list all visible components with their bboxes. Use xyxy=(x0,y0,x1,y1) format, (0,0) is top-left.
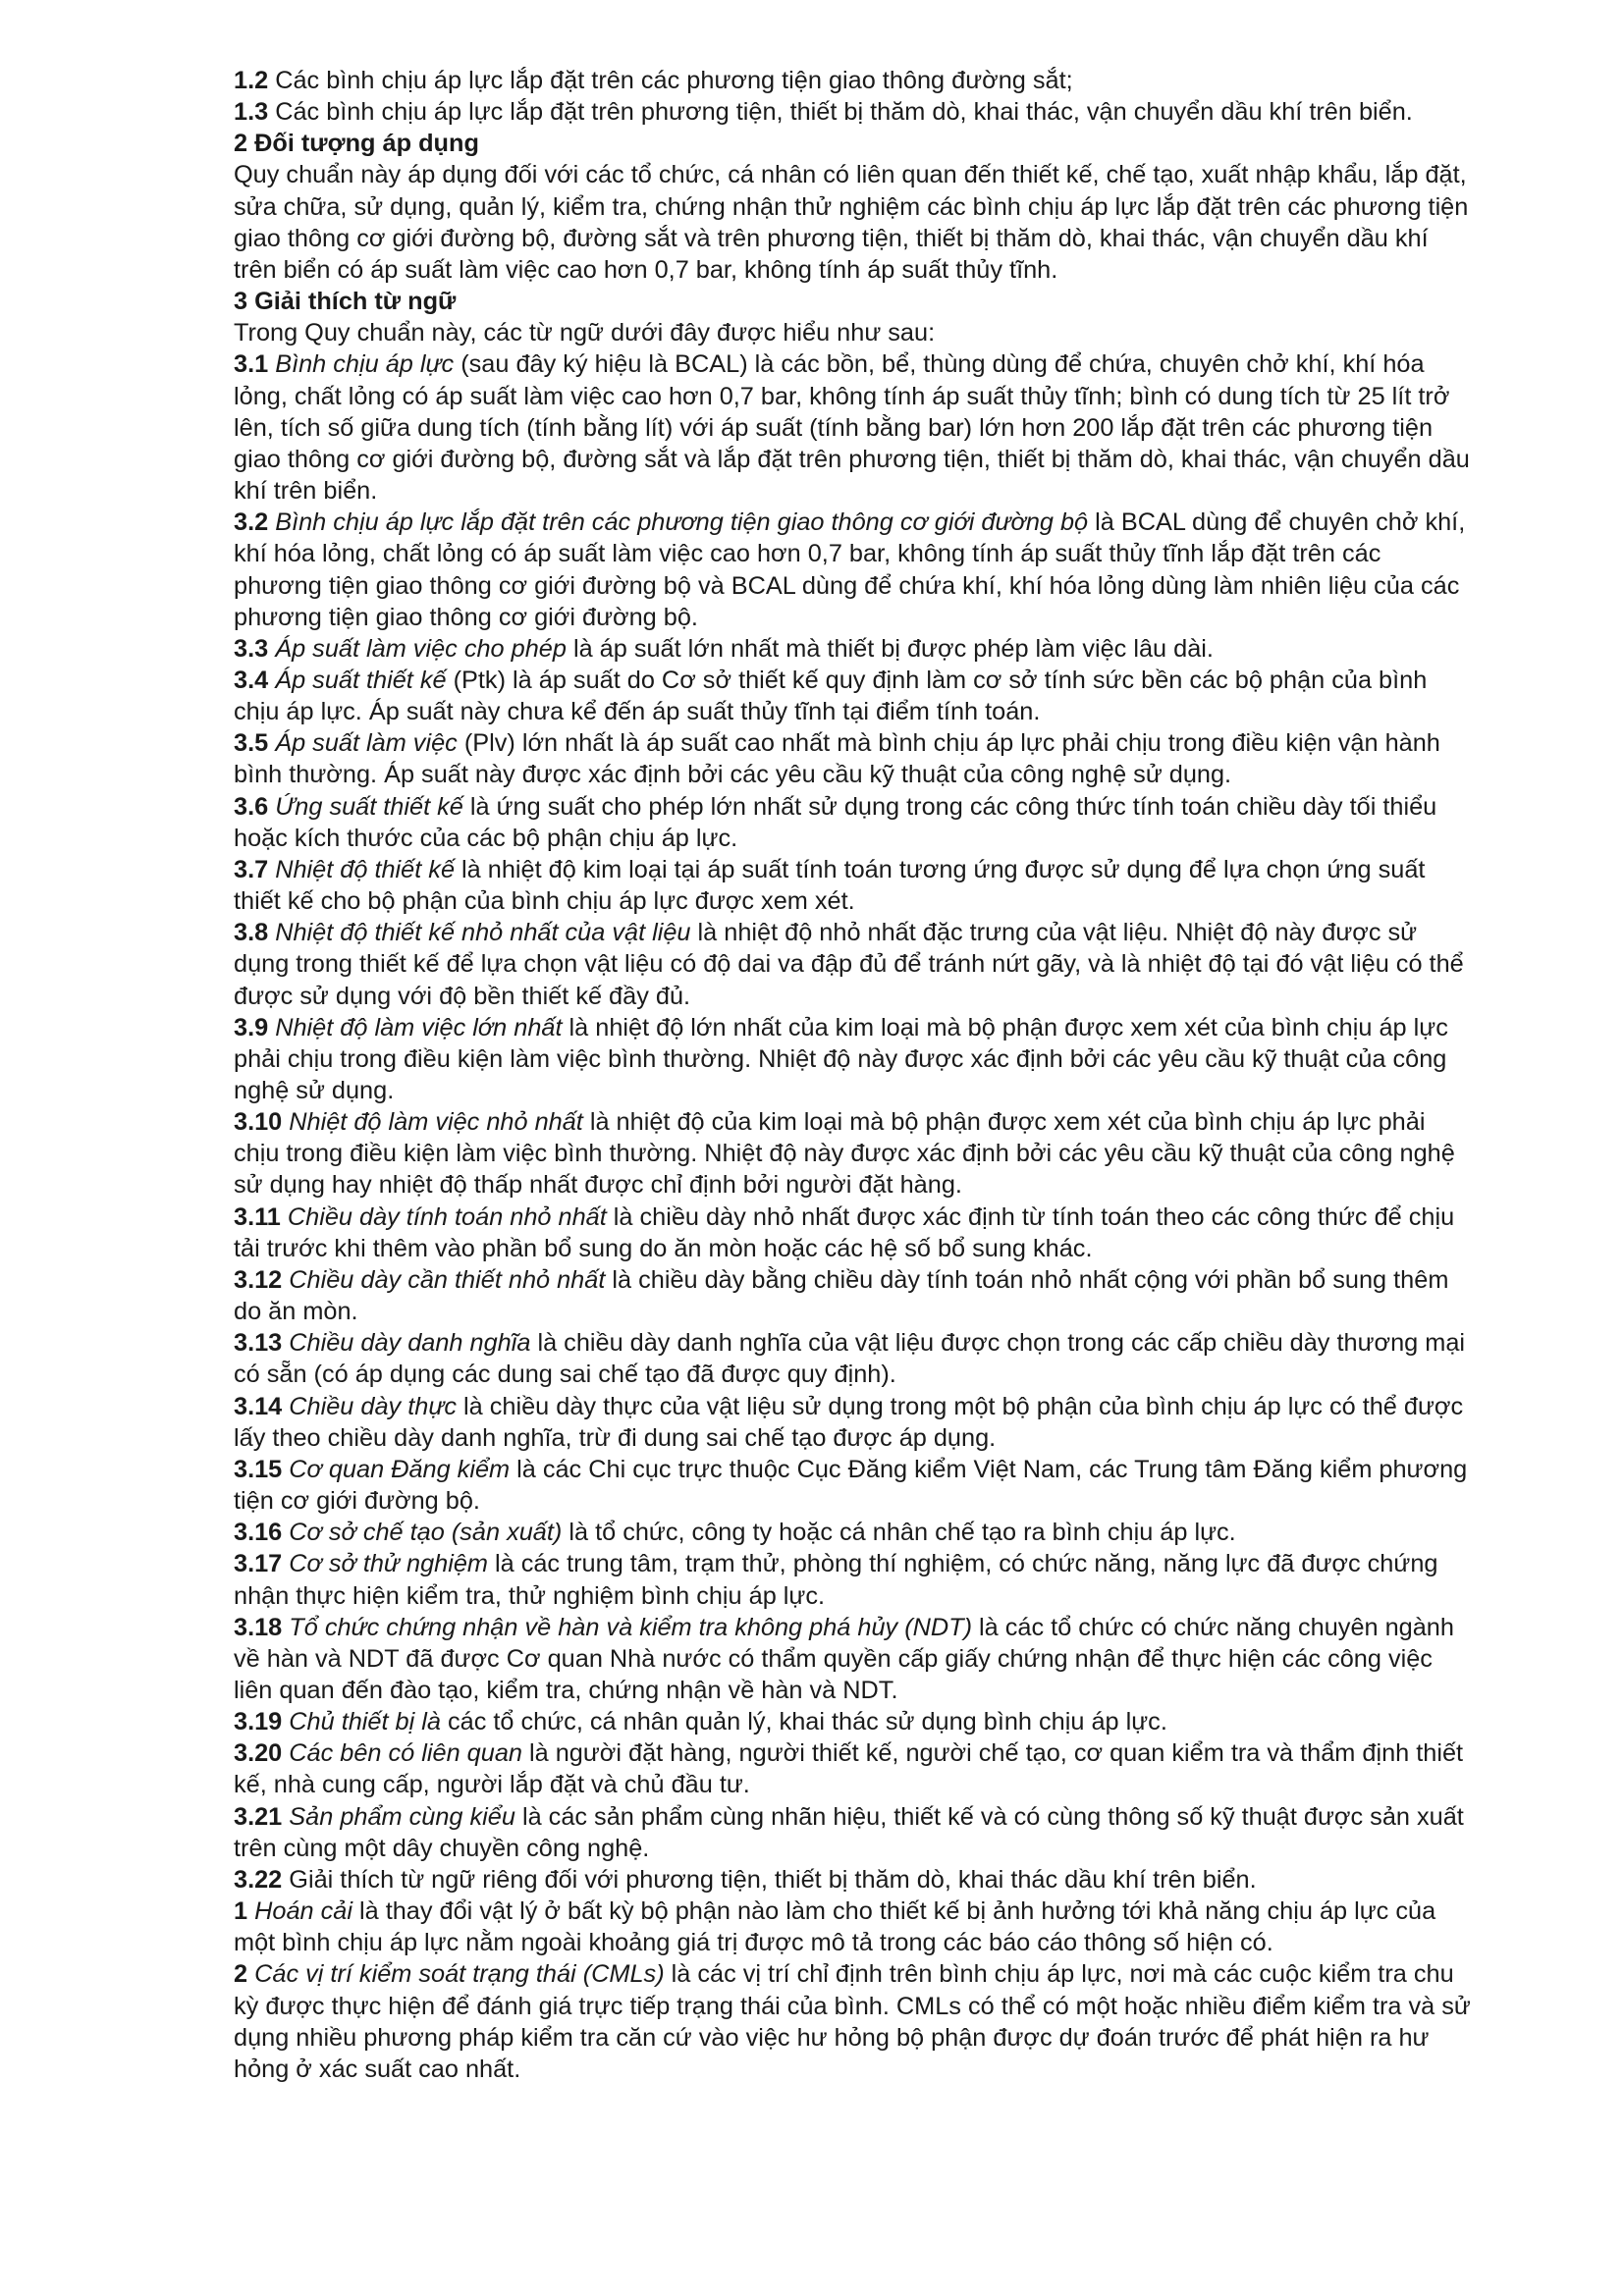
paragraph-text: là thay đổi vật lý ở bất kỳ bộ phận nào làm cho thiết kế bị ảnh hưởng tới khả năng chịu áp lực của một bình chịu áp lực nằm ngoài khoảng giá trị được mô tả trong các báo cáo thông số hiện có. xyxy=(234,1897,1436,1957)
paragraph-3-1 xyxy=(234,348,1475,507)
clause-number: 3.20 xyxy=(234,1739,283,1768)
paragraph-text: là nhiệt độ của kim loại mà bộ phận được xem xét của bình chịu áp lực phải chịu trong điều kiện làm việc bình thường. Nhiệt độ này được xác định bởi các yêu cầu kỹ thuật của công nghệ sử dụng hay nhiệt độ thấp nhất được chỉ định bởi người đặt hàng. xyxy=(234,1108,1455,1200)
clause-number: 3.17 xyxy=(234,1550,283,1578)
paragraph-text: (sau đây ký hiệu là BCAL) là các bồn, bể, thùng dùng để chứa, chuyên chở khí, khí hóa lỏng, chất lỏng có áp suất làm việc cao hơn 0,7 bar, không tính áp suất thủy tĩnh; bình có dung tích từ 25 lít trở lên, tích số giữa dung tích (tính bằng lít) với áp suất (tính bằng bar) lớn hơn 200 lắp đặt trên các phương tiện giao thông cơ giới đường bộ, đường sắt và lắp đặt trên phương tiện, thiết bị thăm dò, khai thác, vận chuyển dầu khí trên biển. xyxy=(234,350,1470,506)
clause-number: 3.22 xyxy=(234,1865,283,1894)
paragraph-text: Các bình chịu áp lực lắp đặt trên các phương tiện giao thông đường sắt; xyxy=(268,67,1073,94)
defined-term: Áp suất làm việc xyxy=(268,729,458,758)
clause-number: 3.15 xyxy=(234,1455,283,1483)
clause-number: 3.9 xyxy=(234,1013,269,1041)
clause-number: 3.5 xyxy=(234,729,269,758)
clause-number: 3.21 xyxy=(234,1802,283,1831)
paragraph-3-22-1 xyxy=(234,1896,1475,1958)
paragraph-text: là tổ chức, công ty hoặc cá nhân chế tạo ra bình chịu áp lực. xyxy=(562,1519,1236,1547)
paragraph-3-17 xyxy=(234,1548,1475,1611)
defined-term: Ứng suất thiết kế xyxy=(268,792,463,821)
paragraph-text: các tổ chức, cá nhân quản lý, khai thác sử dụng bình chịu áp lực. xyxy=(440,1708,1167,1736)
paragraph-3-16 xyxy=(234,1517,1475,1548)
clause-number: 1.3 xyxy=(234,98,269,127)
paragraph-text: là các tổ chức có chức năng chuyên ngành về hàn và NDT đã được Cơ quan Nhà nước có thẩm quyền cấp giấy chứng nhận để thực hiện các công việc liên quan đến đào tạo, kiểm tra, chứng nhận về hàn và NDT. xyxy=(234,1613,1454,1704)
defined-term: Tổ chức chứng nhận về hàn và kiểm tra không phá hủy (NDT) xyxy=(282,1613,973,1641)
clause-number: 1.2 xyxy=(234,67,269,94)
paragraph-3-22-2 xyxy=(234,1958,1475,2085)
clause-number: 3.13 xyxy=(234,1329,283,1358)
defined-term: Cơ quan Đăng kiểm xyxy=(282,1455,511,1483)
paragraph-text: (Plv) lớn nhất là áp suất cao nhất mà bình chịu áp lực phải chịu trong điều kiện vận hành bình thường. Áp suất này được xác định bởi các yêu cầu kỹ thuật của công nghệ sử dụng. xyxy=(234,729,1440,789)
defined-term: Chiều dày cần thiết nhỏ nhất xyxy=(282,1265,606,1294)
paragraph-3-20 xyxy=(234,1737,1475,1800)
paragraph-1-3 xyxy=(234,96,1475,128)
clause-number: 3.14 xyxy=(234,1392,283,1420)
paragraph-text: Quy chuẩn này áp dụng đối với các tổ chức, cá nhân có liên quan đến thiết kế, chế tạo, xuất nhập khẩu, lắp đặt, sửa chữa, sử dụng, quản lý, kiểm tra, chứng nhận thử nghiệm các bình chịu áp lực lắp đặt trên các phương tiện giao thông cơ giới đường bộ, đường sắt và trên phương tiện, thiết bị thăm dò, khai thác, vận chuyển dầu khí trên biển có áp suất làm việc cao hơn 0,7 bar, không tính áp suất thủy tĩnh. xyxy=(234,161,1469,284)
paragraph-3-11 xyxy=(234,1201,1475,1264)
defined-term: Chiều dày danh nghĩa xyxy=(282,1329,531,1358)
paragraph-text: là chiều dày nhỏ nhất được xác định từ tính toán theo các công thức để chịu tải trước khi thêm vào phần bổ sung do ăn mòn hoặc các hệ số bổ sung khác. xyxy=(234,1202,1455,1262)
paragraph-3-5 xyxy=(234,727,1475,790)
paragraph-text: (Ptk) là áp suất do Cơ sở thiết kế quy định làm cơ sở tính sức bền các bộ phận của bình chịu áp lực. Áp suất này chưa kể đến áp suất thủy tĩnh tại điểm tính toán. xyxy=(234,666,1428,726)
paragraph-3-4 xyxy=(234,665,1475,727)
defined-term: Các bên có liên quan xyxy=(282,1739,522,1768)
defined-term: Bình chịu áp lực lắp đặt trên các phương tiện giao thông cơ giới đường bộ xyxy=(268,508,1089,537)
clause-number: 2 xyxy=(234,1960,248,1989)
paragraph-text: là chiều dày bằng chiều dày tính toán nhỏ nhất cộng với phần bổ sung thêm do ăn mòn. xyxy=(234,1265,1449,1326)
defined-term: Chiều dày thực xyxy=(282,1392,457,1420)
paragraph-3-8 xyxy=(234,917,1475,1011)
defined-term: Nhiệt độ làm việc nhỏ nhất xyxy=(282,1108,583,1137)
clause-number: 3.11 xyxy=(234,1202,281,1231)
paragraph-3-18 xyxy=(234,1612,1475,1706)
section-heading-2: 2 Đối tượng áp dụng xyxy=(234,130,479,158)
paragraph-text: là các sản phẩm cùng nhãn hiệu, thiết kế và có cùng thông số kỹ thuật được sản xuất trên cùng một dây chuyền công nghệ. xyxy=(234,1802,1464,1862)
paragraph-text: là nhiệt độ lớn nhất của kim loại mà bộ phận được xem xét của bình chịu áp lực phải chịu trong điều kiện làm việc bình thường. Nhiệt độ này được xác định bởi các yêu cầu kỹ thuật của công nghệ sử dụng. xyxy=(234,1013,1448,1104)
paragraph-text: là nhiệt độ nhỏ nhất đặc trưng của vật liệu. Nhiệt độ này được sử dụng trong thiết kế để lựa chọn vật liệu có độ dai va đập đủ để tránh nứt gãy, và là nhiệt độ tại đó vật liệu có thể được sử dụng với độ bền thiết kế đầy đủ. xyxy=(234,919,1464,1010)
paragraph-3-7 xyxy=(234,854,1475,917)
clause-number: 3.3 xyxy=(234,634,269,663)
paragraph-3-2 xyxy=(234,507,1475,633)
paragraph-text: là chiều dày thực của vật liệu sử dụng trong một bộ phận của bình chịu áp lực có thể được lấy theo chiều dày danh nghĩa, trừ đi dung sai chế tạo được áp dụng. xyxy=(234,1392,1464,1452)
section-heading-3: 3 Giải thích từ ngữ xyxy=(234,288,457,316)
clause-number: 3.8 xyxy=(234,919,269,947)
clause-number: 3.18 xyxy=(234,1613,283,1641)
defined-term: Áp suất thiết kế xyxy=(268,666,447,694)
defined-term: Cơ sở chế tạo (sản xuất) xyxy=(282,1519,563,1547)
paragraph-3-13 xyxy=(234,1327,1475,1390)
paragraph-text: là người đặt hàng, người thiết kế, người chế tạo, cơ quan kiểm tra và thẩm định thiết kế, nhà cung cấp, người lắp đặt và chủ đầu tư. xyxy=(234,1739,1464,1799)
paragraph-text: là các trung tâm, trạm thử, phòng thí nghiệm, có chức năng, năng lực đã được chứng nhận thực hiện kiểm tra, thử nghiệm bình chịu áp lực. xyxy=(234,1550,1438,1610)
defined-term: Cơ sở thử nghiệm xyxy=(282,1550,488,1578)
paragraph-text: là nhiệt độ kim loại tại áp suất tính toán tương ứng được sử dụng để lựa chọn ứng suất thiết kế cho bộ phận của bình chịu áp lực được xem xét. xyxy=(234,855,1426,916)
clause-number: 1 xyxy=(234,1897,248,1926)
paragraph-text: là ứng suất cho phép lớn nhất sử dụng trong các công thức tính toán chiều dày tối thiểu hoặc kích thước của các bộ phận chịu áp lực. xyxy=(234,792,1437,852)
paragraph-3-19 xyxy=(234,1706,1475,1737)
paragraph-1-2 xyxy=(234,65,1475,96)
paragraph-text: Các bình chịu áp lực lắp đặt trên phương tiện, thiết bị thăm dò, khai thác, vận chuyển dầu khí trên biển. xyxy=(268,98,1413,127)
clause-number: 3.7 xyxy=(234,855,269,883)
paragraph-3-21 xyxy=(234,1801,1475,1864)
paragraph-3-14 xyxy=(234,1391,1475,1454)
paragraph-3-22 xyxy=(234,1864,1475,1896)
paragraph-3-10 xyxy=(234,1106,1475,1201)
defined-term: Bình chịu áp lực xyxy=(268,350,455,379)
paragraph-intro xyxy=(234,317,1475,348)
paragraph-3-9 xyxy=(234,1012,1475,1106)
defined-term: Sản phẩm cùng kiểu xyxy=(282,1802,515,1831)
clause-number: 3.12 xyxy=(234,1265,283,1294)
paragraph-text: là các vị trí chỉ định trên bình chịu áp lực, nơi mà các cuộc kiểm tra chu kỳ được thực hiện để đánh giá trực tiếp trạng thái của bình. CMLs có thể có một hoặc nhiều điểm kiểm tra và sử dụng nhiều phương pháp kiểm tra căn cứ vào việc hư hỏng bộ phận được dự đoán trước để phát hiện ra hư hỏng ở xác suất cao nhất. xyxy=(234,1960,1471,2083)
clause-number: 3.10 xyxy=(234,1108,283,1137)
clause-number: 3.2 xyxy=(234,508,269,537)
clause-number: 3.16 xyxy=(234,1519,283,1547)
defined-term: Chủ thiết bị là xyxy=(282,1708,441,1736)
paragraph-3-6 xyxy=(234,791,1475,854)
paragraph-text: Giải thích từ ngữ riêng đối với phương tiện, thiết bị thăm dò, khai thác dầu khí trên biển. xyxy=(282,1865,1257,1894)
clause-number: 3.4 xyxy=(234,666,269,694)
defined-term: Áp suất làm việc cho phép xyxy=(268,634,567,663)
paragraph-3-12 xyxy=(234,1264,1475,1327)
paragraph-text: là áp suất lớn nhất mà thiết bị được phép làm việc lâu dài. xyxy=(566,634,1214,663)
paragraph-text: là các Chi cục trực thuộc Cục Đăng kiểm Việt Nam, các Trung tâm Đăng kiểm phương tiện cơ giới đường bộ. xyxy=(234,1455,1468,1516)
defined-term: Hoán cải xyxy=(247,1897,352,1926)
clause-number: 3.1 xyxy=(234,350,269,379)
paragraph-text: là BCAL dùng để chuyên chở khí, khí hóa lỏng, chất lỏng có áp suất làm việc cao hơn 0,7 bar, không tính áp suất thủy tĩnh lắp đặt trên các phương tiện giao thông cơ giới đường bộ và BCAL dùng để chứa khí, khí hóa lỏng dùng làm nhiên liệu của các phương tiện giao thông cơ giới đường bộ. xyxy=(234,508,1466,631)
clause-number: 3.19 xyxy=(234,1708,283,1736)
defined-term: Nhiệt độ làm việc lớn nhất xyxy=(268,1013,563,1041)
paragraph-text: Trong Quy chuẩn này, các từ ngữ dưới đây được hiểu như sau: xyxy=(234,319,936,347)
paragraph-scope xyxy=(234,159,1475,286)
defined-term: Nhiệt độ thiết kế xyxy=(268,855,456,883)
defined-term: Các vị trí kiểm soát trạng thái (CMLs) xyxy=(247,1960,665,1989)
paragraph-3-3 xyxy=(234,633,1475,665)
defined-term: Chiều dày tính toán nhỏ nhất xyxy=(280,1202,607,1231)
document-page xyxy=(234,65,1475,2085)
paragraph-text: là chiều dày danh nghĩa của vật liệu được chọn trong các cấp chiều dày thương mại có sẵn (có áp dụng các dung sai chế tạo đã được quy định). xyxy=(234,1329,1466,1389)
defined-term: Nhiệt độ thiết kế nhỏ nhất của vật liệu xyxy=(268,919,691,947)
clause-number: 3.6 xyxy=(234,792,269,821)
paragraph-3-15 xyxy=(234,1454,1475,1517)
